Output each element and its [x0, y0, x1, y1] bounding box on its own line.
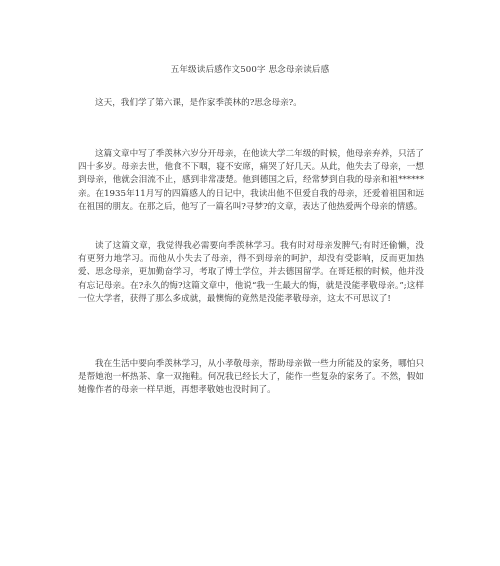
paragraph-summary: 这篇文章中写了季羡林六岁分开母亲，在他读大学二年级的时候，他母亲弃养，只活了四十多岁。母亲去世，他食不下咽，寝不安席，痛哭了好几天。从此，他失去了母亲，一想到母亲，他就会泪流不止，感到非常凄楚。他到德国之后，经常梦到自我的母亲和祖******亲。在1935年11月写的四篇感人的日记中，我读出他不但爱自我的母亲，还爱着祖国和远在祖国的朋友。在那之后，他写了一篇名叫?寻梦?的文章，表达了他热爱两个母亲的情感。 — [78, 149, 424, 212]
paragraph-conclusion: 我在生活中要向季羡林学习，从小孝敬母亲，帮助母亲做一些力所能及的家务，哪怕只是帮她泡一杯热茶、拿一双拖鞋。何况我已经长大了，能作一些复杂的家务了。不然，假如她像作者的母亲一样早逝，再想孝敬她也没时间了。 — [78, 359, 424, 396]
document-title: 五年级读后感作文500字 思念母亲读后感 — [170, 65, 330, 75]
paragraph-reflection: 读了这篇文章，我觉得我必需要向季羡林学习。我有时对母亲发脾气;有时还偷懒，没有更努力地学习。而他从小失去了母亲，得不到母亲的呵护，却没有受影响，反而更加热爱、思念母亲，更加勤奋学习，考取了博士学位，并去德国留学。在哥廷根的时候，他并没有忘记母亲。在?永久的悔?这篇文章中，他说“我一生最大的悔，就是没能孝敬母亲。”;这样一位大学者，获得了那么多成就，最懊悔的竟然是没能孝敬母亲，这太不可思议了! — [78, 241, 424, 304]
paragraph-intro: 这天，我们学了第六课，是作家季羡林的?思念母亲?。 — [95, 98, 302, 108]
